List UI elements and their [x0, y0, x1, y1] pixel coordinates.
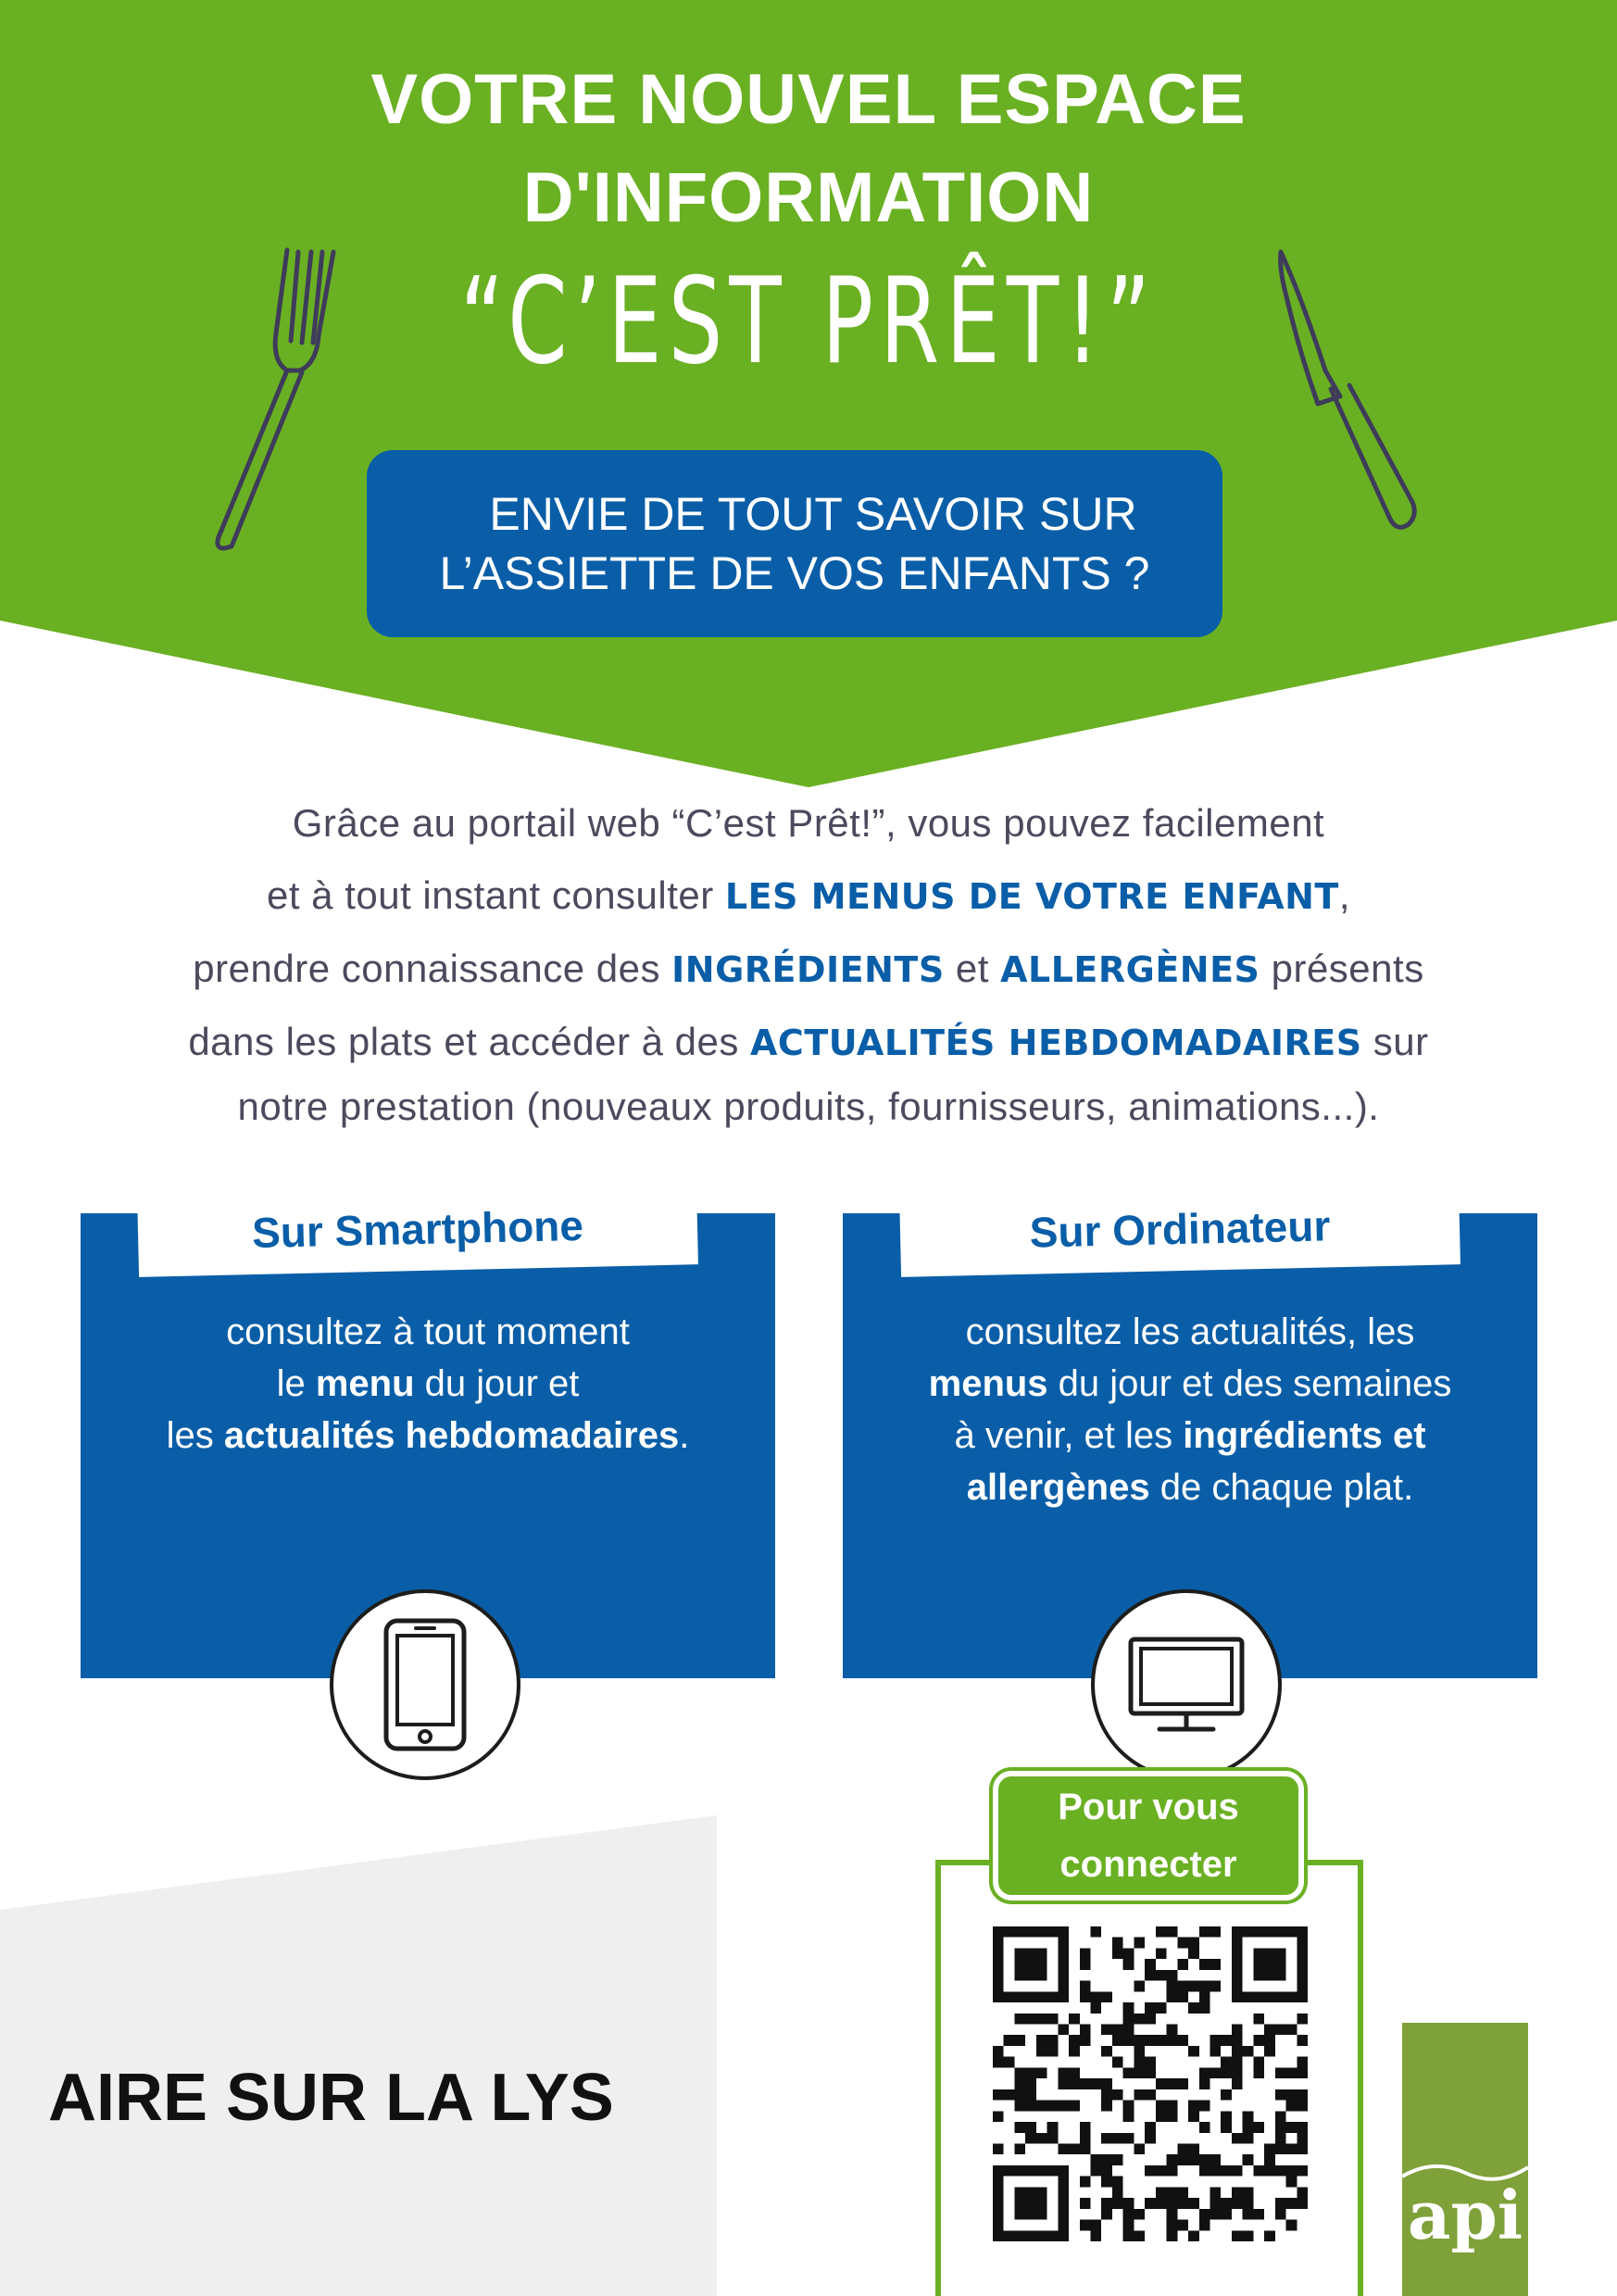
desktop-title-text: Sur Ordinateur — [1029, 1201, 1331, 1257]
smartphone-icon-circle — [330, 1589, 520, 1780]
desktop-line-1: consultez les actualités, les — [965, 1311, 1415, 1352]
highlight-allergens: ALLERGÈNES — [1000, 949, 1260, 990]
intro-text: , — [1338, 873, 1351, 917]
intro-text: notre prestation (nouveaux produits, fournisseurs, animations...). — [237, 1085, 1380, 1128]
connect-label — [993, 1771, 1304, 1901]
intro-line-3 — [0, 933, 1617, 1006]
intro-text: sur — [1361, 1020, 1429, 1063]
qr-code[interactable] — [993, 1926, 1308, 2241]
knife-icon — [1273, 241, 1422, 537]
smartphone-line-3: les actualités hebdomadaires. — [166, 1415, 690, 1456]
fork-icon — [198, 232, 356, 556]
logo-text: api — [1407, 2176, 1523, 2254]
question-line-2: L’ASSIETTE DE VOS ENFANTS ? — [439, 547, 1150, 599]
intro-paragraph — [0, 787, 1617, 1135]
smartphone-line-1: consultez à tout moment — [226, 1311, 630, 1352]
connect-line-2: connecter — [1059, 1844, 1237, 1885]
smartphone-icon — [379, 1615, 471, 1754]
desktop-card-title — [899, 1181, 1460, 1277]
smartphone-title-text: Sur Smartphone — [251, 1200, 584, 1258]
headline-line-2: D'INFORMATION — [522, 158, 1095, 237]
intro-line-5 — [0, 1079, 1617, 1135]
brand-title: “C’EST PRÊT!” — [459, 253, 1158, 391]
desktop-line-3: à venir, et les ingrédients et — [954, 1415, 1426, 1456]
connect-line-1: Pour vous — [1058, 1787, 1239, 1827]
intro-line-1 — [0, 787, 1617, 859]
highlight-menus: LES MENUS DE VOTRE ENFANT — [724, 876, 1339, 917]
desktop-line-4: allergènes de chaque plat. — [966, 1467, 1414, 1508]
smartphone-card-text — [81, 1306, 775, 1462]
headline-line-1: VOTRE NOUVEL ESPACE — [370, 60, 1247, 139]
smartphone-line-2: le menu du jour et — [276, 1363, 580, 1404]
intro-text: dans les plats et accéder à des — [188, 1020, 751, 1063]
intro-text: et à tout instant consulter — [266, 873, 725, 917]
intro-text: prendre connaissance des — [193, 947, 672, 990]
intro-text: Grâce au portail web “C’est Prêt!”, vous pouvez facilement — [292, 801, 1325, 845]
intro-text: et — [944, 947, 1001, 990]
question-line-1: ENVIE DE TOUT SAVOIR SUR — [489, 488, 1137, 540]
api-logo — [1402, 2023, 1528, 2296]
intro-line-2 — [0, 859, 1617, 933]
intro-line-4 — [0, 1006, 1617, 1079]
smartphone-card-title — [137, 1181, 698, 1277]
monitor-icon — [1126, 1634, 1247, 1736]
desktop-icon-circle — [1091, 1589, 1282, 1780]
intro-text: présents — [1260, 947, 1424, 990]
city-name: AIRE SUR LA LYS — [48, 2061, 614, 2135]
desktop-card-text — [843, 1306, 1537, 1513]
desktop-line-2: menus du jour et des semaines — [928, 1363, 1452, 1404]
highlight-ingredients: INGRÉDIENTS — [671, 949, 945, 990]
question-banner — [367, 450, 1222, 637]
highlight-news: ACTUALITÉS HEBDOMADAIRES — [750, 1023, 1362, 1063]
